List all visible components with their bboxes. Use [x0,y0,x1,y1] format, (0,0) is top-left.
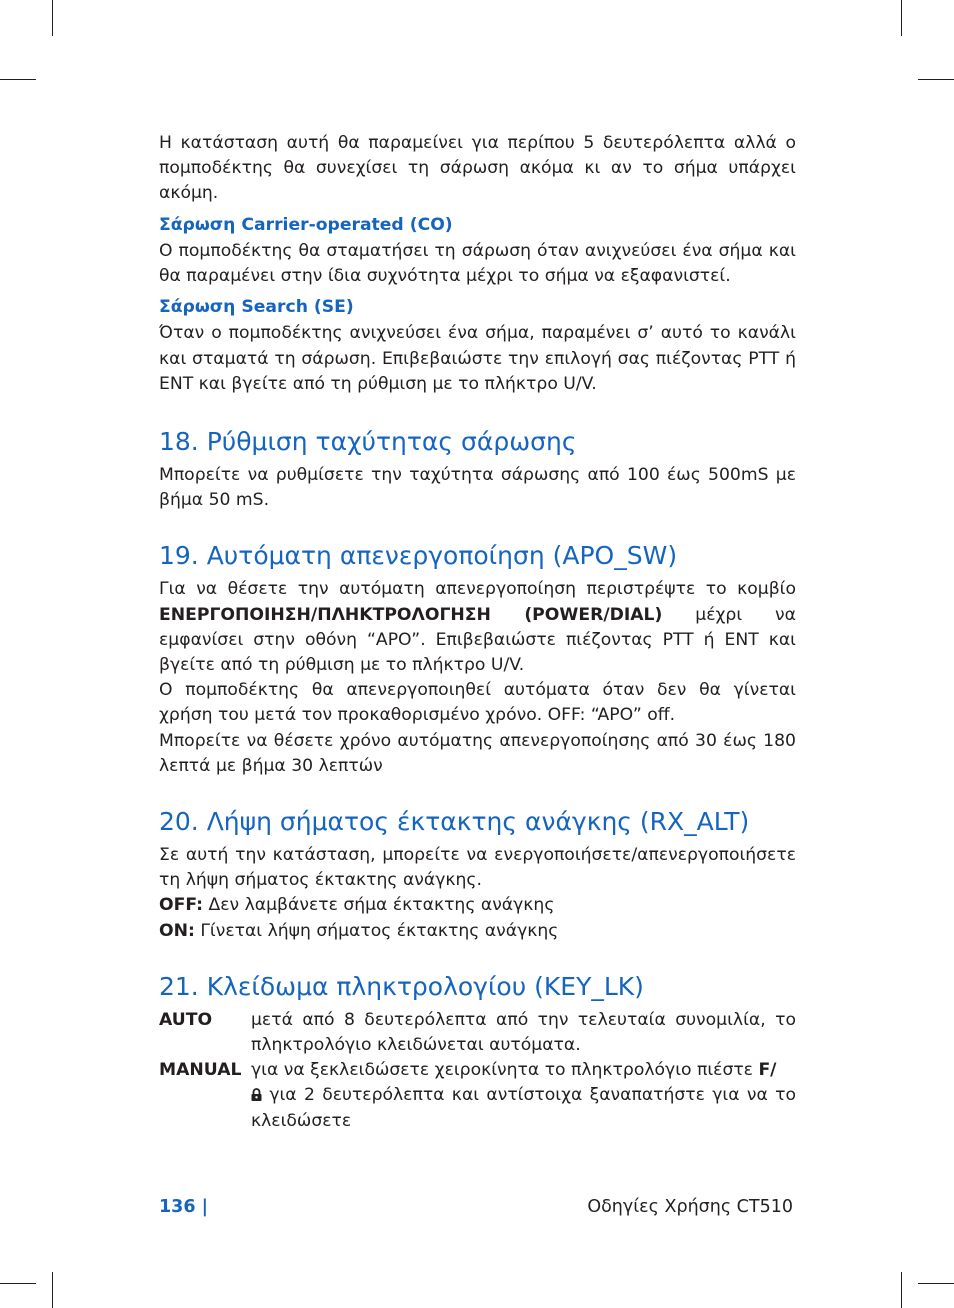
section-19-text-1: Για να θέσετε την αυτόματη απενεργοποίηση περιστρέψτε το κομβίο ΕΝΕΡΓΟΠΟΙΗΣΗ/ΠΛΗΚΤΡΟΛΟΓΗΣΗ (POWER/DIAL) μέχρι να εμφανίσει στην οθόνη “APO”. Επιβεβαιώστε πιέζοντας PTT ή ENT και βγείτε από τη ρύθμιση με το πλήκτρο U/V. [159,579,796,676]
padlock-icon [251,1088,262,1101]
power-dial-knob-label: ΕΝΕΡΓΟΠΟΙΗΣΗ/ΠΛΗΚΤΡΟΛΟΓΗΣΗ (POWER/DIAL) [159,604,663,625]
section-20-on: ON: Γίνεται λήψη σήματος έκτακτης ανάγκης [159,920,559,941]
section-18-title: 18. Ρύθμιση ταχύτητας σάρωσης [159,427,577,457]
section-18-text: Μπορείτε να ρυθμίσετε την ταχύτητα σάρωσης από 100 έως 500mS με βήμα 50 mS. [159,465,796,511]
page-number: 136 | [159,1197,209,1217]
auto-description: μετά από 8 δευτερόλεπτα από την τελευταία συνομιλία, το πληκτρολόγιο κλειδώνεται αυτόματα. [251,1009,796,1056]
section-19-title: 19. Αυτόματη απενεργοποίηση (APO_SW) [159,541,678,571]
intro-paragraph: Η κατάσταση αυτή θα παραμείνει για περίπου 5 δευτερόλεπτα αλλά ο πομποδέκτης θα συνεχίσει τη σάρωση ακόμα κι αν το σήμα υπάρχει ακόμη. [159,133,796,204]
crop-mark [0,1283,36,1284]
section-20-text: Σε αυτή την κατάσταση, μπορείτε να ενεργοποιήσετε/απενεργοποιήσετε τη λήψη σήματος έκτακτης ανάγκης. [159,845,796,891]
section-21-title: 21. Κλείδωμα πληκτρολογίου (KEY_LK) [159,971,644,1001]
manual-term: MANUAL [159,1060,242,1081]
crop-mark [901,0,902,36]
crop-mark [0,79,36,80]
manual-description: για να ξεκλειδώσετε χειροκίνητα το πληκτρολόγιο πιέστε F/ για 2 δευτερόλεπτα και αντίστοιχα ξαναπατήστε για να το κλειδώσετε [251,1060,796,1131]
section-19-text-3: Μπορείτε να θέσετε χρόνο αυτόματης απενεργοποίησης από 30 έως 180 λεπτά με βήμα 30 λεπτών [159,730,796,776]
section-20-title: 20. Λήψη σήματος έκτακτης ανάγκης (RX_ALT) [159,807,750,837]
page-content [159,131,796,1134]
co-scan-heading: Σάρωση Carrier-operated (CO) [159,214,453,235]
crop-mark [918,79,954,80]
crop-mark [918,1283,954,1284]
key-lock-options [159,1008,796,1134]
se-scan-text: Όταν ο πομποδέκτης ανιχνεύσει ένα σήμα, παραμένει σ’ αυτό το κανάλι και σταματά τη σάρωση. Επιβεβαιώστε την επιλογή σας πιέζοντας PTT ή ENT και βγείτε από τη ρύθμιση με το πλήκτρο U/V. [159,323,796,394]
auto-term: AUTO [159,1009,213,1030]
crop-mark [52,0,53,36]
se-scan-heading: Σάρωση Search (SE) [159,297,354,318]
document-title: Οδηγίες Χρήσης CT510 [587,1197,793,1217]
section-20-off: OFF: Δεν λαμβάνετε σήμα έκτακτης ανάγκης [159,895,555,916]
crop-mark [52,1272,53,1308]
crop-mark [901,1272,902,1308]
section-19-text-2: Ο πομποδέκτης θα απενεργοποιηθεί αυτόματα όταν δεν θα γίνεται χρήση του μετά τον προκαθορισμένο χρόνο. OFF: “APO” off. [159,680,796,726]
co-scan-text: Ο πομποδέκτης θα σταματήσει τη σάρωση όταν ανιχνεύσει ένα σήμα και θα παραμένει στην ίδια συχνότητα μέχρι το σήμα να εξαφανιστεί. [159,240,796,287]
